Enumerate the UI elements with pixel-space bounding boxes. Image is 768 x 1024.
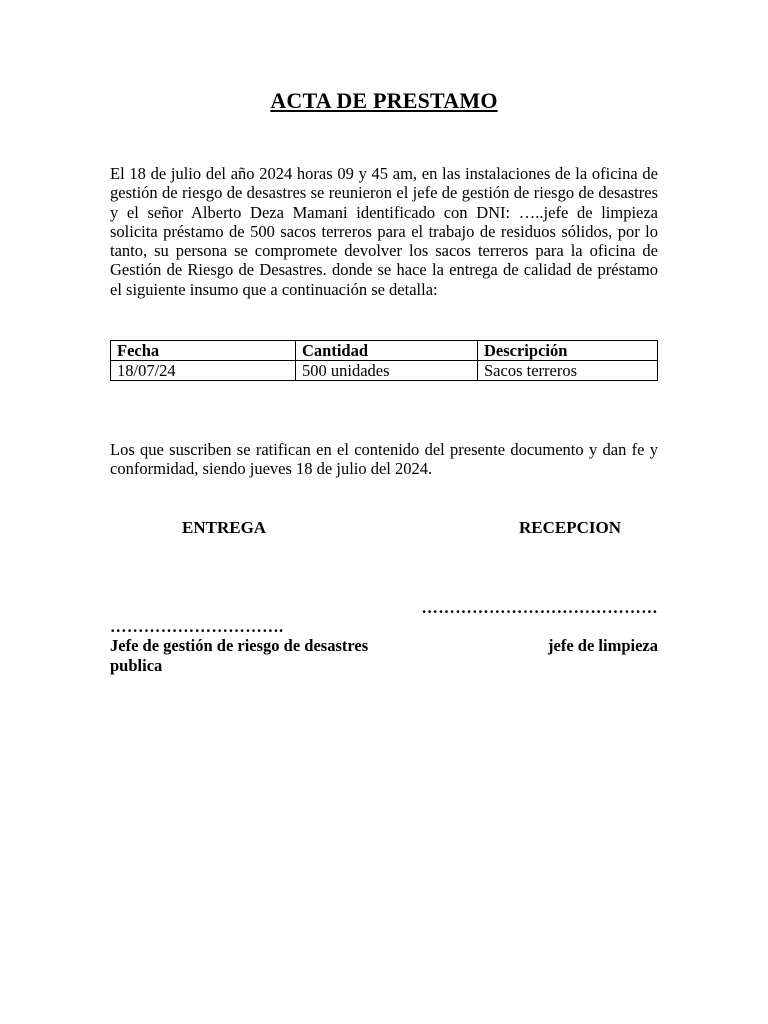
- table-header-row: [111, 341, 658, 361]
- signature-line-left: ………………………….: [110, 617, 284, 636]
- document-title: ACTA DE PRESTAMO: [270, 88, 498, 113]
- intro-paragraph: El 18 de julio del año 2024 horas 09 y 45 am, en las instalaciones de la oficina de gestión de riesgo de desastres se reunieron el jefe de gestión de riesgo de desastres y el señor Alberto Deza Mamani identificado con DNI: …..jefe de limpieza solicita préstamo de 500 sacos terreros para el trabajo de residuos sólidos, por lo tanto, su persona se compromete devolver los sacos terreros para la oficina de Gestión de Riesgo de Desastres. donde se hace la entrega de calidad de préstamo el siguiente insumo que a continuación se detalla:: [110, 164, 658, 299]
- table-row: [111, 361, 658, 381]
- cell-descripcion: Sacos terreros: [478, 361, 658, 381]
- header-cantidad: Cantidad: [296, 341, 478, 361]
- signature-heading-recepcion: RECEPCION: [519, 518, 622, 537]
- signer-role-left: Jefe de gestión de riesgo de desastres publica: [110, 636, 369, 675]
- header-descripcion: Descripción: [478, 341, 658, 361]
- signature-line-right: ……………………………………: [421, 598, 658, 617]
- signature-heading-entrega: ENTREGA: [182, 518, 267, 537]
- loan-table: [110, 340, 658, 381]
- cell-cantidad: 500 unidades: [296, 361, 478, 381]
- signer-role-right: jefe de limpieza: [548, 636, 658, 655]
- header-fecha: Fecha: [111, 341, 296, 361]
- cell-fecha: 18/07/24: [111, 361, 296, 381]
- closing-paragraph: Los que suscriben se ratifican en el contenido del presente documento y dan fe y conformidad, siendo jueves 18 de julio del 2024.: [110, 440, 658, 479]
